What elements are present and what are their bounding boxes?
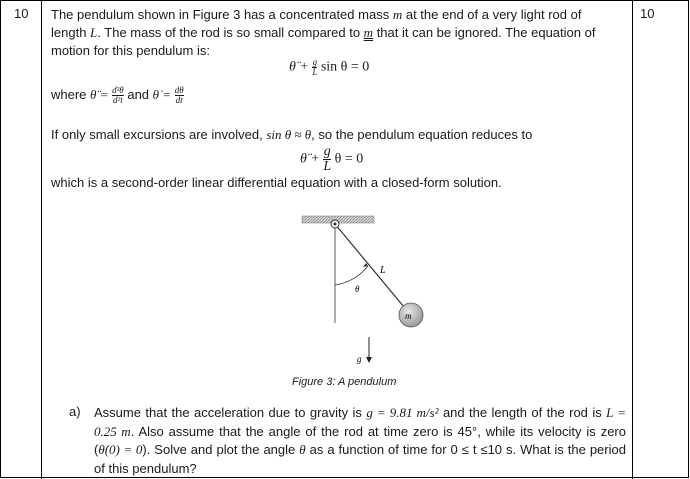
- closed-form-text: which is a second-order linear differential equation with a closed-form solution.: [51, 175, 502, 190]
- question-label: a): [69, 404, 81, 419]
- question-text: Assume that the acceleration due to gravity is g = 9.81 m/s² and the length of the rod is L = 0.25 m. Also assume that the angle of the rod at time zero is 45°, while its velocity is zero (θ̇(0) = 0). Solve and plot the angle θ as a function of time for 0 ≤ t ≤10 s. What is the period of this pendulum?: [94, 405, 626, 476]
- mass-label: m: [405, 311, 412, 321]
- pendulum-figure: [295, 212, 435, 372]
- small-angle-text: If only small excursions are involved, sin θ ≈ θ, so the pendulum equation reduces to: [51, 127, 533, 142]
- equation-of-motion: θ̈ + $\frac{g}{L}$ sin θ = 0: [289, 57, 370, 77]
- linearized-equation: θ̈ + $\frac{g}{L}$ θ = 0: [300, 144, 364, 174]
- gravity-arrowhead-icon: [366, 357, 372, 363]
- rod-label: L: [380, 265, 386, 276]
- column-divider-left: [41, 0, 42, 479]
- figure-caption: Figure 3: A pendulum: [292, 376, 397, 388]
- row-number-right: 10: [640, 6, 655, 21]
- column-divider-right: [632, 0, 633, 479]
- gravity-label: g: [357, 354, 362, 364]
- row-number-left: 10: [14, 6, 29, 21]
- intro-paragraph: The pendulum shown in Figure 3 has a concentrated mass m at the end of a very light rod of length L. The mass of the rod is so small compared to m that it can be ignored. The equation of motion for this pendulum is:: [51, 7, 596, 58]
- pendulum-rod: [335, 224, 404, 307]
- where-definitions: where θ̈ = $\frac{\text{d²θ}}{\text{d²t}}$ and θ̇ = $\frac{d\theta}{dt}$: [51, 85, 184, 105]
- pivot-center: [334, 223, 337, 226]
- angle-arc: [335, 266, 368, 285]
- angle-label: θ: [355, 284, 360, 294]
